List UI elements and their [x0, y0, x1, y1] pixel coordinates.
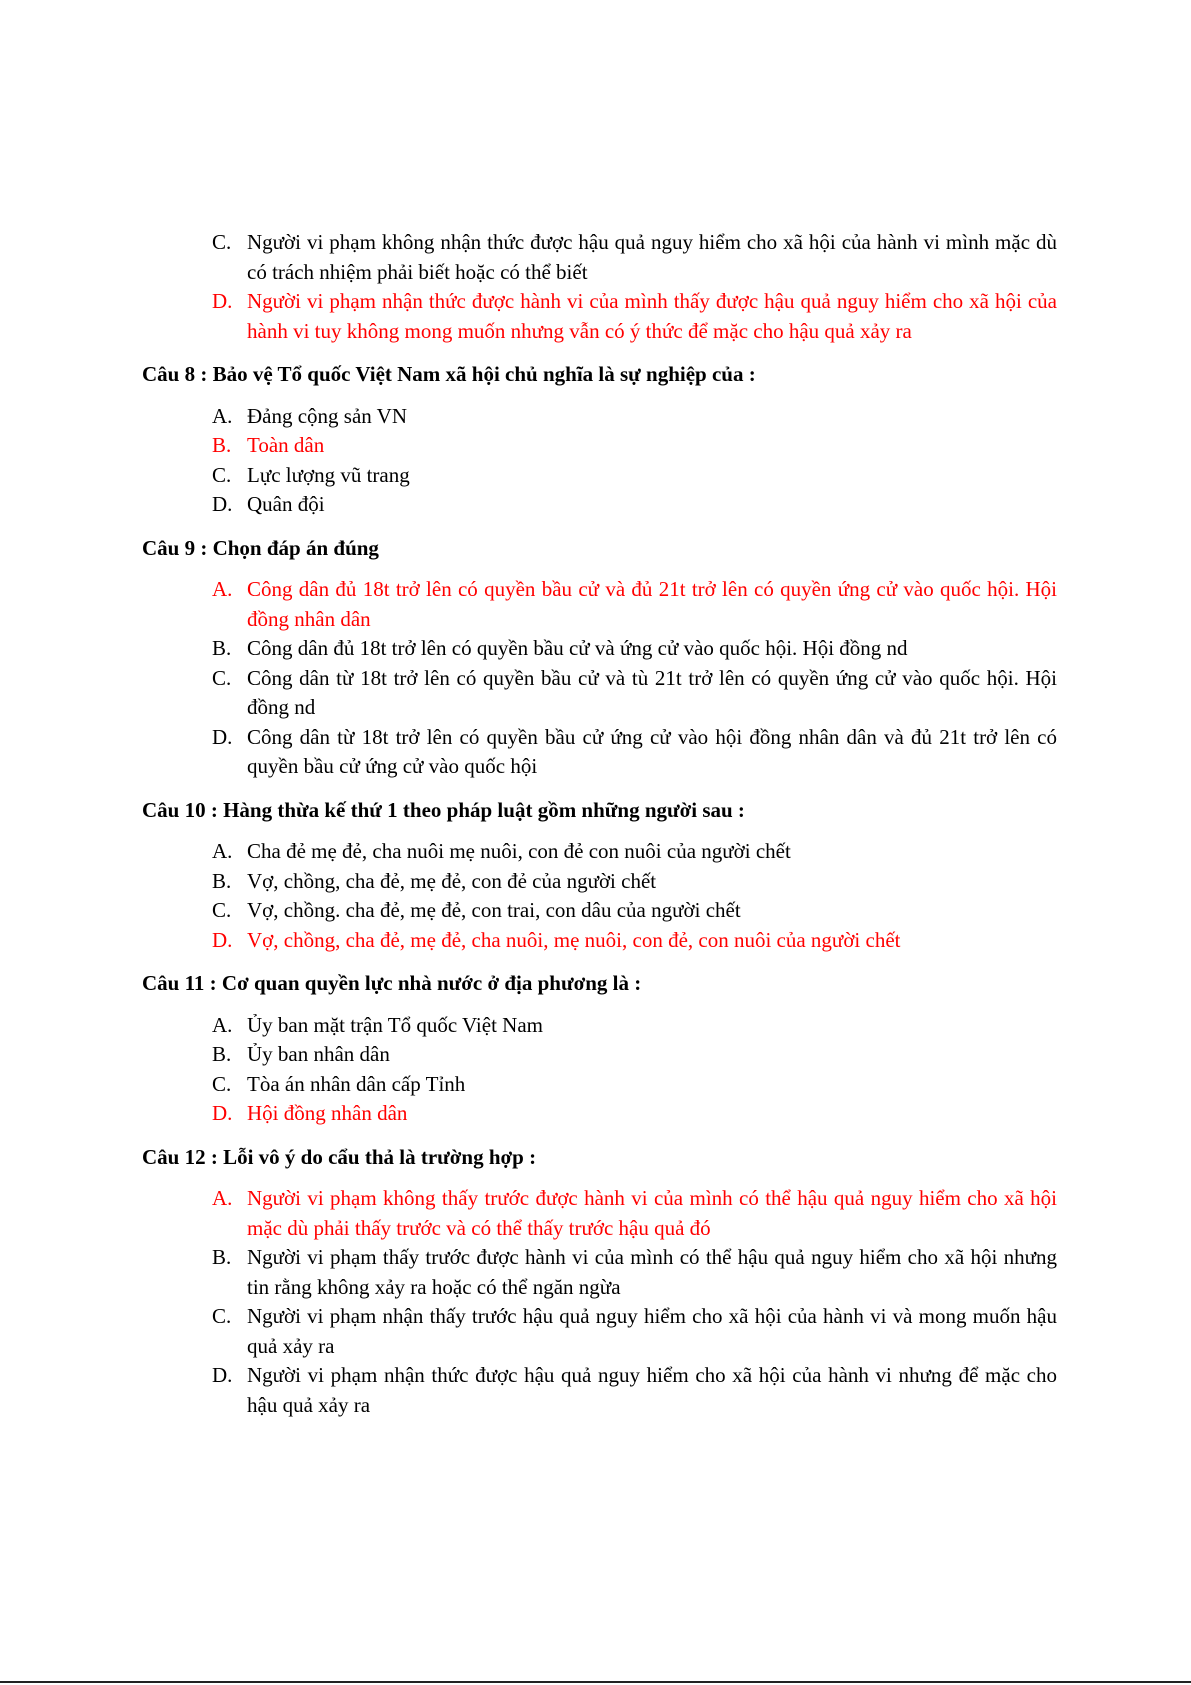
option-letter: C. [212, 230, 232, 254]
option-b [212, 867, 1057, 897]
option-c [212, 461, 1057, 491]
option-text: Công dân từ 18t trở lên có quyền bầu cử và tù 21t trở lên có quyền ứng cử vào quốc hội. Hội đồng nd [247, 665, 1057, 719]
option-d-correct [212, 287, 1057, 346]
option-d-correct [212, 926, 1057, 956]
option-letter: C. [212, 1304, 232, 1328]
option-letter: D. [212, 1101, 233, 1125]
option-letter: C. [212, 462, 232, 487]
option-b [212, 1040, 1057, 1070]
option-c [212, 228, 1057, 287]
question-10-options [212, 837, 1057, 955]
option-a [212, 1011, 1057, 1041]
option-a [212, 402, 1057, 432]
option-b [212, 1243, 1057, 1302]
option-text: Tòa án nhân dân cấp Tỉnh [247, 1071, 466, 1096]
option-text: Công dân đủ 18t trở lên có quyền bầu cử và ứng cử vào quốc hội. Hội đồng nd [247, 636, 908, 660]
option-letter: D. [212, 492, 233, 516]
option-letter: D. [212, 724, 233, 749]
option-letter: B. [212, 433, 232, 457]
question-10-title: Câu 10 : Hàng thừa kế thứ 1 theo pháp luật gồm những người sau : [142, 797, 745, 822]
document-page [142, 228, 1057, 1420]
option-letter: A. [212, 839, 233, 863]
continuation-options [212, 228, 1057, 346]
option-text: Người vi phạm không thấy trước được hành vi của mình có thể hậu quả nguy hiểm cho xã hội mặc dù phải thấy trước và có thể thấy trước hậu quả đó [247, 1186, 1057, 1240]
option-text: Công dân đủ 18t trở lên có quyền bầu cử và đủ 21t trở lên có quyền ứng cử vào quốc hội. Hội đồng nhân dân [247, 577, 1057, 631]
option-d [212, 723, 1057, 782]
option-text: Công dân từ 18t trở lên có quyền bầu cử ứng cử vào hội đồng nhân dân và đủ 21t trở lên có quyền bầu cử ứng cử vào quốc hội [247, 724, 1057, 778]
option-letter: B. [212, 868, 232, 893]
option-text: Đảng cộng sản VN [247, 403, 408, 428]
option-a [212, 837, 1057, 867]
question-11-title: Câu 11 : Cơ quan quyền lực nhà nước ở địa phương là : [142, 971, 642, 995]
option-letter: A. [212, 403, 233, 428]
option-text: Người vi phạm nhận thấy trước hậu quả nguy hiểm cho xã hội của hành vi và mong muốn hậu quả xảy ra [247, 1304, 1057, 1358]
option-text: Vợ, chồng, cha đẻ, mẹ đẻ, con đẻ của người chết [247, 868, 657, 893]
option-a-correct [212, 575, 1057, 634]
option-c [212, 1302, 1057, 1361]
option-text: Người vi phạm không nhận thức được hậu quả nguy hiểm cho xã hội của hành vi mình mặc dù có trách nhiệm phải biết hoặc có thể biết [247, 230, 1057, 284]
page-bottom-divider [0, 1681, 1191, 1683]
option-text: Hội đồng nhân dân [247, 1101, 408, 1125]
question-12-options [212, 1184, 1057, 1420]
option-letter: C. [212, 1071, 232, 1096]
option-letter: B. [212, 636, 232, 660]
option-text: Toàn dân [247, 433, 325, 457]
question-12-title: Câu 12 : Lỗi vô ý do cẩu thả là trường hợp : [142, 1144, 537, 1169]
option-c [212, 664, 1057, 723]
option-text: Người vi phạm nhận thức được hành vi của mình thấy được hậu quả nguy hiểm cho xã hội của hành vi tuy không mong muốn nhưng vẫn có ý thức để mặc cho hậu quả xảy ra [247, 289, 1057, 343]
question-9-options [212, 575, 1057, 782]
option-d [212, 1361, 1057, 1420]
option-text: Cha đẻ mẹ đẻ, cha nuôi mẹ nuôi, con đẻ con nuôi của người chết [247, 839, 791, 863]
option-d-correct [212, 1099, 1057, 1129]
option-text: Lực lượng vũ trang [247, 462, 410, 487]
option-letter: D. [212, 289, 233, 313]
option-text: Ủy ban nhân dân [247, 1042, 390, 1066]
option-letter: B. [212, 1245, 232, 1269]
option-c [212, 896, 1057, 926]
option-letter: D. [212, 1363, 233, 1387]
option-text: Người vi phạm thấy trước được hành vi của mình có thể hậu quả nguy hiểm cho xã hội nhưng tin rằng không xảy ra hoặc có thể ngăn ngừa [247, 1245, 1057, 1299]
option-b [212, 634, 1057, 664]
option-letter: B. [212, 1042, 232, 1066]
option-text: Ủy ban mặt trận Tổ quốc Việt Nam [247, 1012, 543, 1037]
option-c [212, 1070, 1057, 1100]
option-text: Vợ, chồng, cha đẻ, mẹ đẻ, cha nuôi, mẹ nuôi, con đẻ, con nuôi của người chết [247, 927, 901, 952]
option-letter: A. [212, 1186, 233, 1210]
option-letter: A. [212, 1012, 233, 1037]
question-11-options [212, 1011, 1057, 1129]
option-a-correct [212, 1184, 1057, 1243]
option-d [212, 490, 1057, 520]
option-b-correct [212, 431, 1057, 461]
option-letter: C. [212, 898, 232, 922]
option-letter: C. [212, 665, 232, 690]
option-text: Người vi phạm nhận thức được hậu quả nguy hiểm cho xã hội của hành vi nhưng để mặc cho hậu quả xảy ra [247, 1363, 1057, 1417]
question-9-title: Câu 9 : Chọn đáp án đúng [142, 535, 379, 560]
question-8-title: Câu 8 : Bảo vệ Tổ quốc Việt Nam xã hội chủ nghĩa là sự nghiệp của : [142, 362, 756, 386]
option-letter: A. [212, 577, 233, 601]
option-letter: D. [212, 927, 233, 952]
option-text: Vợ, chồng. cha đẻ, mẹ đẻ, con trai, con dâu của người chết [247, 898, 741, 922]
question-8-options [212, 402, 1057, 520]
option-text: Quân đội [247, 492, 325, 516]
